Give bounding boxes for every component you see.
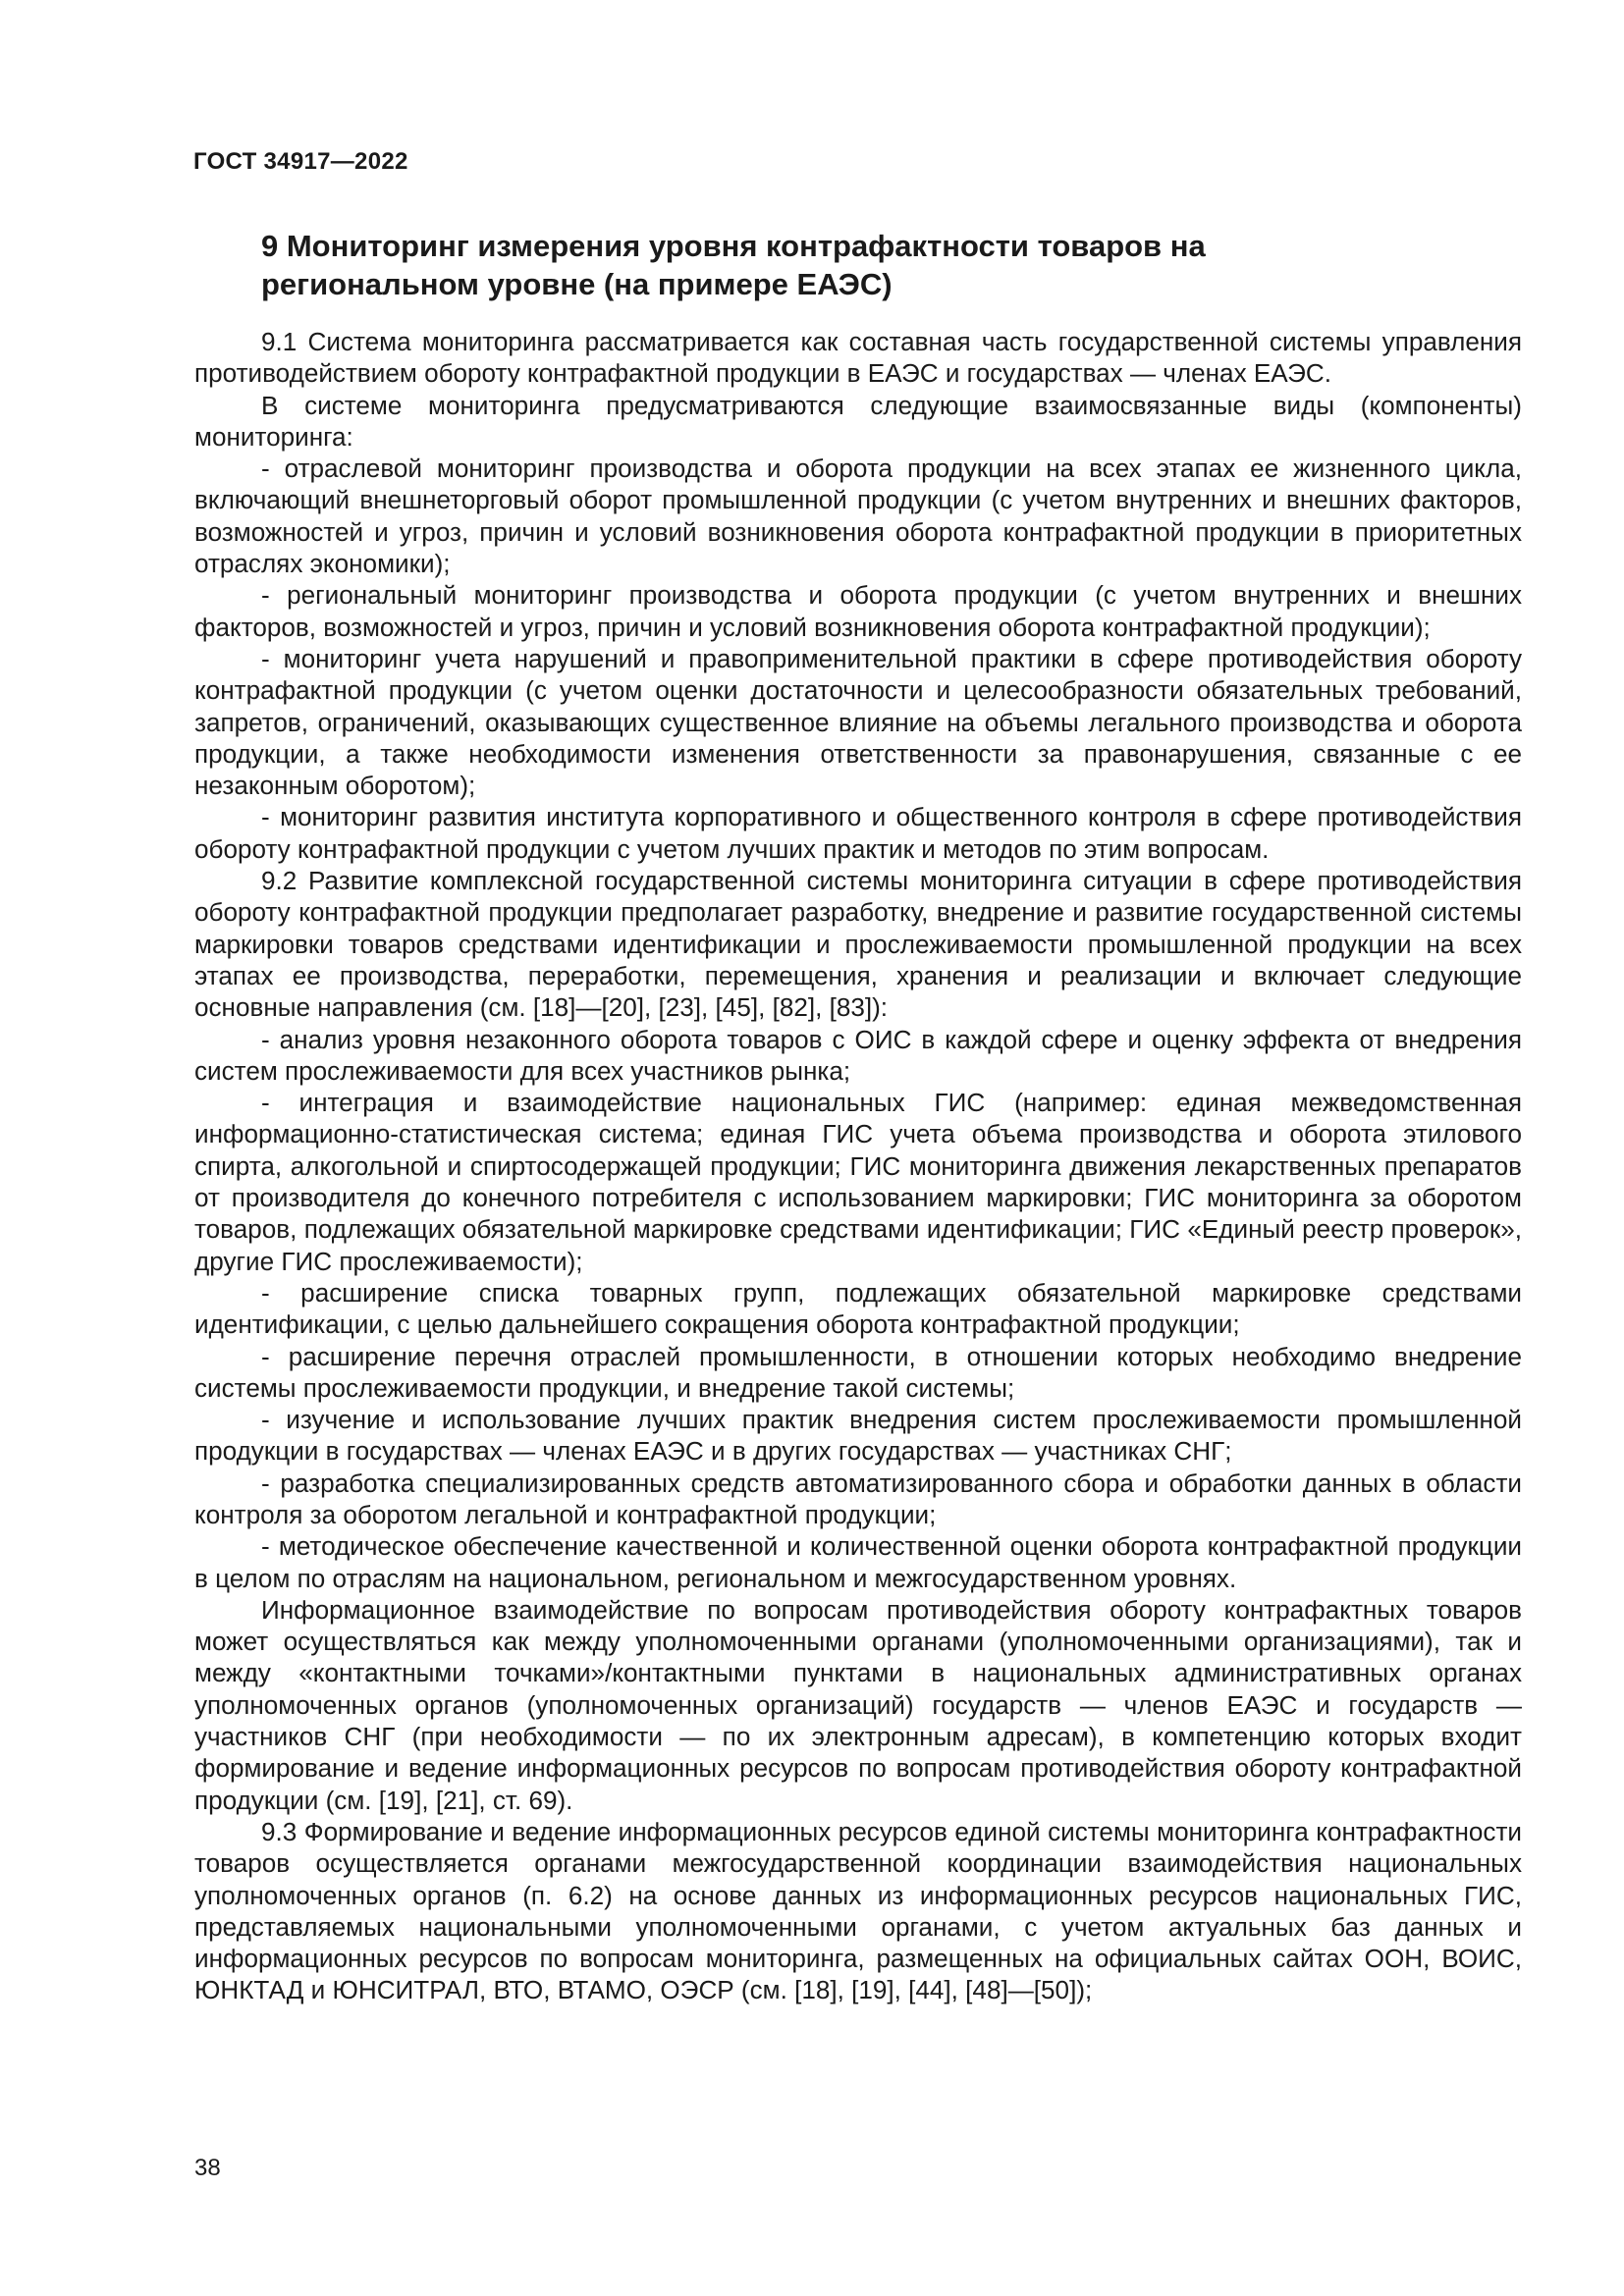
list-item: - расширение списка товарных групп, подлежащих обязательной маркировке средствами идентификации, с целью дальнейшего сокращения оборота контрафактной продукции;: [194, 1277, 1522, 1340]
section-body: [194, 326, 1522, 2006]
list-item: - изучение и использование лучших практик внедрения систем прослеживаемости промышленной продукции в государствах — членах ЕАЭС и в других государствах — участниках СНГ;: [194, 1405, 1522, 1467]
list-item: - региональный мониторинг производства и оборота продукции (с учетом внутренних и внешних факторов, возможностей и угроз, причин и условий возникновения оборота контрафактной продукции);: [194, 580, 1522, 642]
list-item: - интеграция и взаимодействие национальных ГИС (например: единая межведомственная информационно-статистическая система; единая ГИС учета объема производства и оборота этилового спирта, алкогольной и спиртосодержащей продукции; ГИС мониторинга движения лекарственных препаратов от производителя до конечного потребителя с использованием маркировки; ГИС мониторинга за оборотом товаров, подлежащих обязательной маркировке средствами идентификации; ГИС «Единый реестр проверок», другие ГИС прослеживаемости);: [194, 1088, 1522, 1276]
paragraph-9-3: 9.3 Формирование и ведение информационных ресурсов единой системы мониторинга контрафактности товаров осуществляется органами межгосударственной координации взаимодействия национальных уполномоченных органов (п. 6.2) на основе данных из информационных ресурсов национальных ГИС, представляемых национальными уполномоченными органами, с учетом актуальных баз данных и информационных ресурсов по вопросам мониторинга, размещенных на официальных сайтах ООН, ВОИС, ЮНКТАД и ЮНСИТРАЛ, ВТО, ВТАМО, ОЭСР (см. [18], [19], [44], [48]—[50]);: [194, 1816, 1522, 2005]
section-title: 9 Мониторинг измерения уровня контрафактности товаров на региональном уровне (на примере ЕАЭС): [261, 229, 1206, 301]
list-item: - мониторинг развития института корпоративного и общественного контроля в сфере противодействия обороту контрафактной продукции с учетом лучших практик и методов по этим вопросам.: [194, 802, 1522, 864]
standard-code: ГОСТ 34917—2022: [193, 148, 408, 175]
paragraph-9-2: 9.2 Развитие комплексной государственной системы мониторинга ситуации в сфере противодействия обороту контрафактной продукции предполагает разработку, внедрение и развитие государственной системы маркировки товаров средствами идентификации и прослеживаемости промышленной продукции на всех этапах ее производства, переработки, перемещения, хранения и реализации и включает следующие основные направления (см. [18]—[20], [23], [45], [82], [83]):: [194, 866, 1522, 1023]
list-item: - разработка специализированных средств автоматизированного сбора и обработки данных в области контроля за оборотом легальной и контрафактной продукции;: [194, 1468, 1522, 1529]
list-item: - отраслевой мониторинг производства и оборота продукции на всех этапах ее жизненного цикла, включающий внешнеторговый оборот промышленной продукции (с учетом внутренних и внешних факторов, возможностей и угроз, причин и условий возникновения оборота контрафактной продукции в приоритетных отраслях экономики);: [194, 454, 1522, 579]
paragraph: Информационное взаимодействие по вопросам противодействия обороту контрафактных товаров может осуществляться как между уполномоченными органами (уполномоченными организациями), так и между «контактными точками»/контактными пунктами в национальных административных органах уполномоченных органов (уполномоченных организаций) государств — членов ЕАЭС и государств — участников СНГ (при необходимости — по их электронным адресам), в компетенцию которых входит формирование и ведение информационных ресурсов по вопросам противодействия обороту контрафактной продукции (см. [19], [21], ст. 69).: [194, 1594, 1522, 1815]
list-item: - расширение перечня отраслей промышленности, в отношении которых необходимо внедрение системы прослеживаемости продукции, и внедрение такой системы;: [194, 1341, 1522, 1403]
list-item: - методическое обеспечение качественной и количественной оценки оборота контрафактной продукции в целом по отраслям на национальном, региональном и межгосударственном уровнях.: [194, 1531, 1522, 1593]
page-number: 38: [194, 2155, 221, 2181]
paragraph-9-1: 9.1 Система мониторинга рассматривается как составная часть государственной системы управления противодействием обороту контрафактной продукции в ЕАЭС и государствах — членах ЕАЭС.: [194, 327, 1522, 389]
list-item: - анализ уровня незаконного оборота товаров с ОИС в каждой сфере и оценку эффекта от внедрения систем прослеживаемости для всех участников рынка;: [194, 1024, 1522, 1086]
list-item: - мониторинг учета нарушений и правоприменительной практики в сфере противодействия обороту контрафактной продукции (с учетом оценки достаточности и целесообразности обязательных требований, запретов, ограничений, оказывающих существенное влияние на объемы легального производства и оборота продукции, а также необходимости изменения ответственности за правонарушения, связанные с ее незаконным оборотом);: [194, 643, 1522, 801]
paragraph: В системе мониторинга предусматриваются следующие взаимосвязанные виды (компоненты) мониторинга:: [194, 390, 1522, 452]
